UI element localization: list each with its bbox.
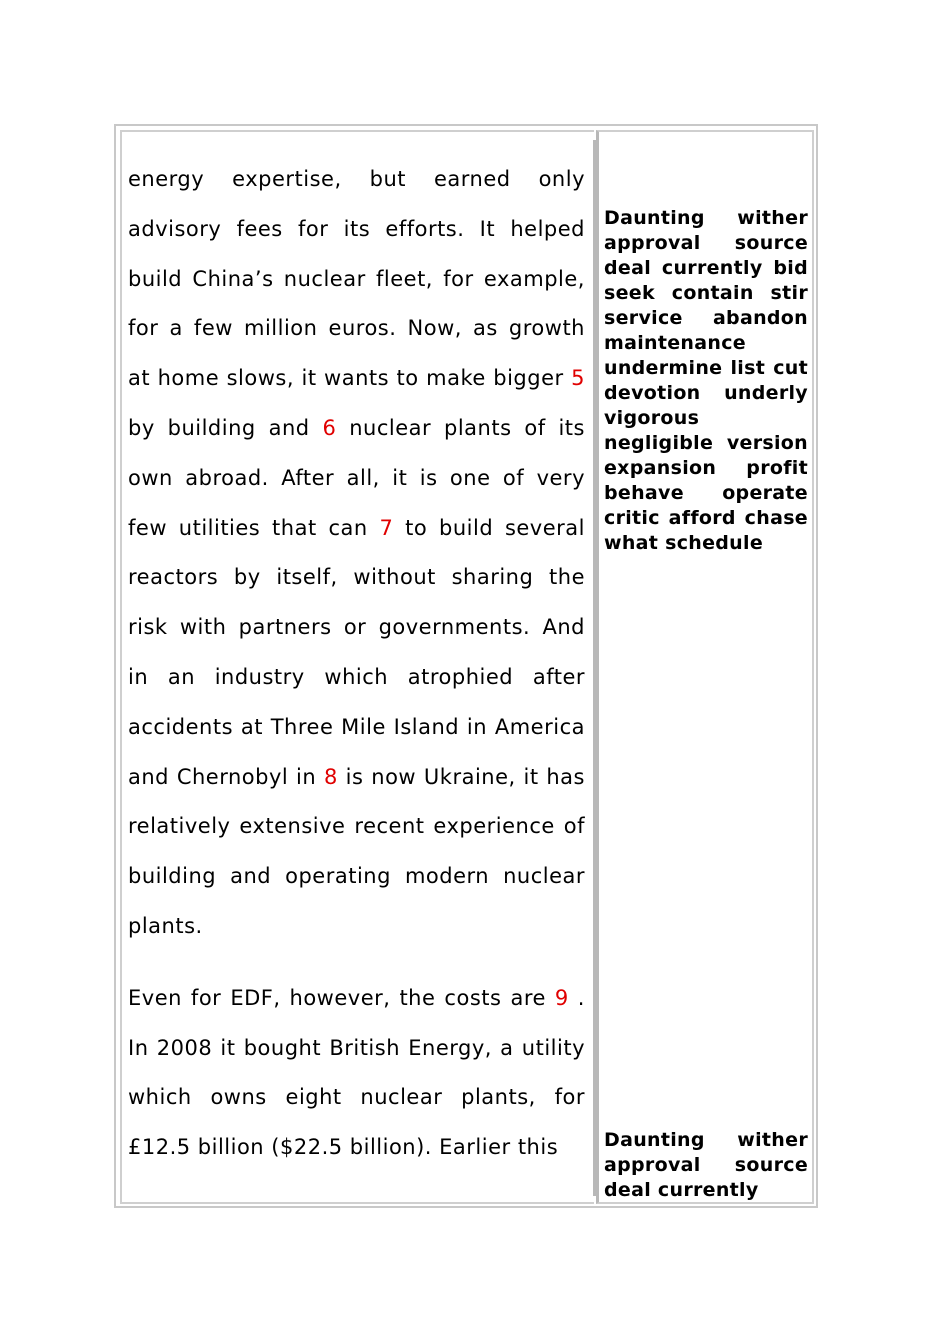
paragraph-1: energy expertise, but earned only advisory fees for its efforts. It helped build China’s nuclear fleet, for example, for a few million euros. Now, as growth at home slows, it wants to make bigger 5 by building and 6 nuclear plants of its own abroad. After all, it is one of very few utilities that can 7 to build several reactors by itself, without sharing the risk with partners or governments. And in an industry which atrophied after accidents at Three Mile Island in America and Chernobyl in 8 is now Ukraine, it has relatively extensive recent experience of building and operating modern nuclear plants. (128, 167, 585, 938)
paragraph-2: Even for EDF, however, the costs are 9 . In 2008 it bought British Energy, a utility which owns eight nuclear plants, for £12.5 billion ($22.5 billion). Earlier this (128, 985, 585, 1160)
blank-7[interactable]: 7 (379, 515, 394, 540)
blank-5[interactable]: 5 (571, 366, 585, 391)
blank-6[interactable]: 6 (322, 415, 337, 440)
column-divider (593, 140, 596, 1196)
word-bank-list-repeat: Daunting wither approval source deal currently (604, 1129, 808, 1201)
blank-9[interactable]: 9 (554, 985, 569, 1010)
passage-text (128, 155, 585, 1173)
word-bank-list: Daunting wither approval source deal currently bid seek contain stir service abandon maintenance undermine list cut devotion underly vigorous negligible version expansion profit behave operate critic afford chase what schedule (604, 207, 808, 554)
blank-8[interactable]: 8 (324, 764, 338, 789)
